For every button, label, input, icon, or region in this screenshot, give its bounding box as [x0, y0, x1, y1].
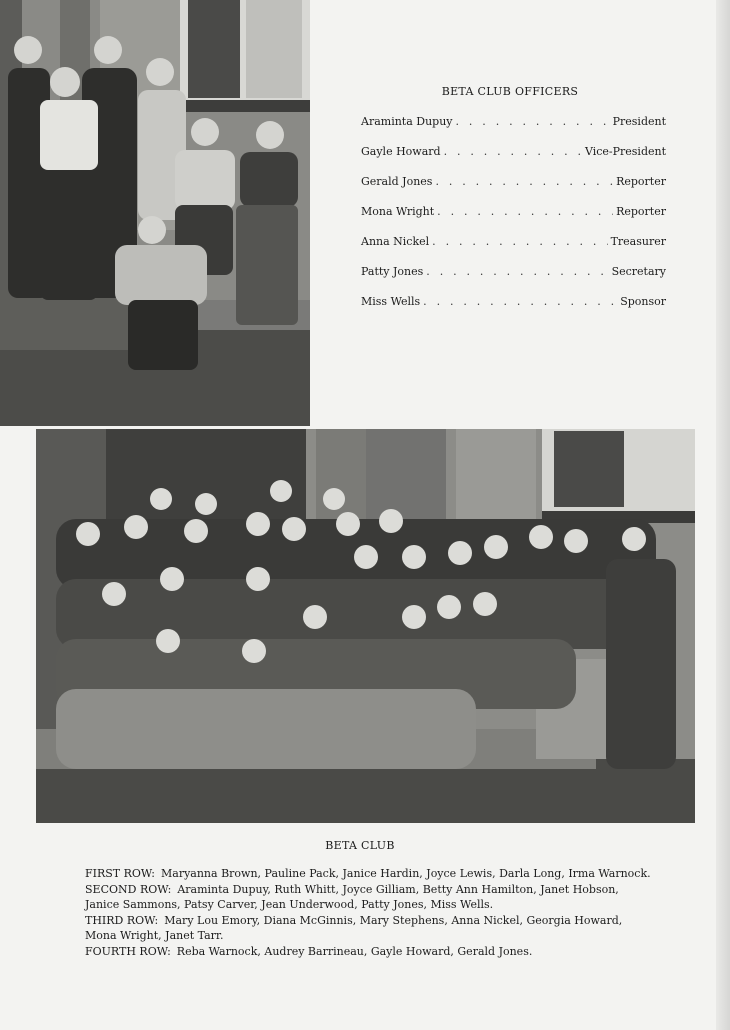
officer-row: [361, 115, 666, 145]
leader-dots: [437, 205, 613, 218]
page-edge: [716, 0, 730, 1030]
officer-role: Secretary: [611, 265, 666, 278]
club-title: BETA CLUB: [325, 839, 395, 852]
caption-row-second: [85, 882, 655, 913]
row-label: FOURTH ROW:: [85, 944, 171, 958]
officer-role: Vice-President: [584, 145, 666, 158]
officer-row: [361, 295, 666, 325]
leader-dots: [426, 265, 608, 278]
officer-row: [361, 145, 666, 175]
officer-row: [361, 265, 666, 295]
leader-dots: [456, 115, 610, 128]
officers-photo: [0, 0, 310, 426]
leader-dots: [432, 235, 607, 248]
officer-name: Miss Wells: [361, 295, 421, 308]
row-names: Mary Lou Emory, Diana McGinnis, Mary Stephens, Anna Nickel, Georgia Howard, Mona Wright, Janet Tarr.: [85, 913, 623, 942]
caption-row-first: [85, 866, 655, 882]
club-group-photo: [36, 429, 695, 823]
officers-title: BETA CLUB OFFICERS: [441, 85, 579, 98]
officer-role: Sponsor: [620, 295, 666, 308]
officer-row: [361, 235, 666, 265]
officer-name: Gerald Jones: [361, 175, 433, 188]
officer-name: Araminta Dupuy: [361, 115, 453, 128]
leader-dots: [444, 145, 582, 158]
leader-dots: [435, 175, 613, 188]
officer-role: Reporter: [616, 205, 666, 218]
officer-name: Mona Wright: [361, 205, 435, 218]
club-caption: [85, 866, 655, 959]
officer-role: Reporter: [616, 175, 666, 188]
caption-row-third: [85, 913, 655, 944]
officer-name: Gayle Howard: [361, 145, 441, 158]
officer-role: Treasurer: [610, 235, 666, 248]
officer-name: Patty Jones: [361, 265, 424, 278]
officer-list: [361, 115, 666, 325]
row-names: Maryanna Brown, Pauline Pack, Janice Hardin, Joyce Lewis, Darla Long, Irma Warnock.: [161, 867, 651, 880]
officer-name: Anna Nickel: [361, 235, 430, 248]
caption-row-fourth: [85, 944, 655, 960]
officer-row: [361, 175, 666, 205]
officer-role: President: [612, 115, 666, 128]
row-label: SECOND ROW:: [85, 882, 172, 896]
officer-row: [361, 205, 666, 235]
leader-dots: [423, 295, 617, 308]
row-label: THIRD ROW:: [85, 913, 159, 927]
row-names: Reba Warnock, Audrey Barrineau, Gayle Howard, Gerald Jones.: [176, 944, 533, 958]
row-names: Araminta Dupuy, Ruth Whitt, Joyce Gilliam, Betty Ann Hamilton, Janet Hobson, Janice Sammons, Patsy Carver, Jean Underwood, Patty Jones, Miss Wells.: [85, 882, 619, 911]
row-label: FIRST ROW:: [85, 867, 155, 880]
